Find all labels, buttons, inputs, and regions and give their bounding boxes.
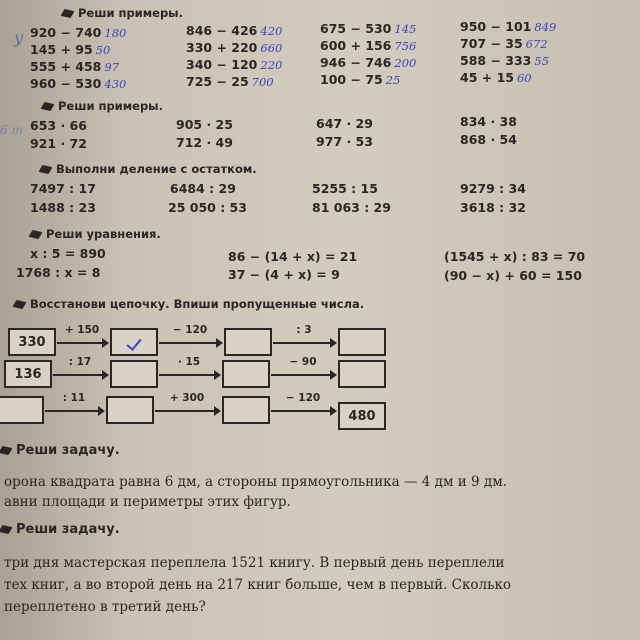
arrow-icon: [273, 342, 335, 344]
handwritten-answer: 700: [251, 75, 274, 89]
chain-box-empty[interactable]: [0, 396, 44, 424]
chain-operation: − 90: [289, 356, 317, 368]
section-header: Выполни деление с остатком.: [40, 162, 257, 176]
section-header: Реши уравнения.: [30, 227, 161, 241]
pencil-icon: [39, 164, 53, 173]
expression: 81 063 : 29: [312, 200, 391, 215]
handwritten-answer: 145: [394, 22, 417, 36]
expression: 921 · 72: [30, 136, 87, 151]
expression: 7497 : 17: [30, 181, 96, 196]
problem-text: тех книг, а во второй день на 217 книг больше, чем в первый. Сколько: [4, 577, 512, 593]
chain-operation: − 120: [285, 392, 321, 404]
handwritten-answer: 849: [534, 20, 557, 34]
handwritten-answer: 97: [104, 60, 120, 74]
chain-box-empty[interactable]: [224, 328, 272, 356]
chain-operation: : 11: [62, 392, 86, 404]
chain-box-empty[interactable]: [110, 360, 158, 388]
problem-text: орона квадрата равна 6 дм, а стороны прямоугольника — 4 дм и 9 дм.: [4, 474, 508, 490]
handwritten-answer: 200: [394, 56, 417, 70]
handwritten-answer: 25: [385, 73, 401, 87]
chain-box-empty[interactable]: [222, 360, 270, 388]
handwritten-check-mark: [126, 335, 141, 351]
expression: 977 · 53: [316, 134, 373, 149]
expression: 675 − 530 145: [320, 21, 417, 36]
arrow-icon: [45, 410, 103, 412]
problem-text: авни площади и периметры этих фигур.: [4, 494, 291, 510]
handwritten-answer: 50: [95, 43, 111, 57]
pencil-icon: [0, 525, 12, 534]
pencil-icon: [61, 8, 75, 17]
section-header: Реши примеры.: [62, 6, 183, 20]
chain-start-box: 136: [4, 360, 52, 388]
equation: 37 − (4 + x) = 9: [228, 267, 340, 282]
expression: 725 − 25 700: [186, 74, 274, 89]
expression: 946 − 746 200: [320, 55, 417, 70]
handwritten-answer: 420: [260, 24, 283, 38]
handwritten-answer: 430: [104, 77, 127, 91]
section-header: Восстанови цепочку. Впиши пропущенные числа.: [14, 297, 364, 311]
expression: 9279 : 34: [460, 181, 526, 196]
expression: 340 − 120 220: [186, 57, 283, 72]
expression: 653 · 66: [30, 118, 87, 133]
expression: 100 − 75 25: [320, 72, 401, 87]
chain-box-empty[interactable]: [338, 360, 386, 388]
arrow-icon: [53, 374, 107, 376]
expression: 3618 : 32: [460, 200, 526, 215]
pencil-icon: [41, 101, 55, 110]
pencil-icon: [0, 446, 12, 455]
problem-text: переплетено в третий день?: [4, 599, 206, 615]
section-header: Реши задачу.: [0, 443, 120, 458]
problem-text: три дня мастерская переплела 1521 книгу. В первый день переплели: [4, 555, 505, 571]
chain-operation: : 3: [296, 324, 312, 336]
equation: (90 − x) + 60 = 150: [444, 268, 582, 283]
arrow-icon: [271, 374, 335, 376]
expression: 846 − 426 420: [186, 23, 283, 38]
expression: 5255 : 15: [312, 181, 378, 196]
equation: 86 − (14 + x) = 21: [228, 249, 358, 264]
handwritten-answer: 55: [534, 54, 550, 68]
expression: 555 + 458 97: [30, 59, 120, 74]
handwritten-answer: 672: [525, 37, 548, 51]
pencil-icon: [13, 299, 27, 308]
chain-box-empty[interactable]: [338, 328, 386, 356]
expression: 707 − 35 672: [460, 36, 548, 51]
expression: 145 + 95 50: [30, 42, 111, 57]
pencil-icon: [29, 229, 43, 238]
section-header: Реши примеры.: [42, 99, 163, 113]
arrow-icon: [159, 374, 219, 376]
chain-operation: · 15: [177, 356, 201, 368]
expression: 920 − 740 180: [30, 25, 127, 40]
expression: 25 050 : 53: [168, 200, 247, 215]
handwritten-answer: 756: [394, 39, 417, 53]
handwritten-answer: 180: [104, 26, 127, 40]
chain-operation: + 300: [169, 392, 205, 404]
expression: 45 + 15 60: [460, 70, 532, 85]
handwritten-answer: 220: [260, 58, 283, 72]
margin-mark: 6 m: [0, 123, 23, 137]
chain-operation: − 120: [172, 324, 208, 336]
expression: 588 − 333 55: [460, 53, 550, 68]
equation: 1768 : x = 8: [16, 265, 101, 280]
expression: 1488 : 23: [30, 200, 96, 215]
chain-operation: : 17: [68, 356, 92, 368]
chain-end-box: 480: [338, 402, 386, 430]
expression: 868 · 54: [460, 132, 517, 147]
expression: 905 · 25: [176, 117, 233, 132]
expression: 712 · 49: [176, 135, 233, 150]
arrow-icon: [155, 410, 219, 412]
chain-start-box: 330: [8, 328, 56, 356]
expression: 834 · 38: [460, 114, 517, 129]
chain-box-empty[interactable]: [110, 328, 158, 356]
expression: 600 + 156 756: [320, 38, 417, 53]
margin-mark: y: [14, 28, 24, 47]
chain-box-empty[interactable]: [222, 396, 270, 424]
expression: 330 + 220 660: [186, 40, 283, 55]
arrow-icon: [271, 410, 335, 412]
chain-box-empty[interactable]: [106, 396, 154, 424]
equation: (1545 + x) : 83 = 70: [444, 249, 586, 264]
handwritten-answer: 660: [260, 41, 283, 55]
handwritten-answer: 60: [516, 71, 532, 85]
expression: 6484 : 29: [170, 181, 236, 196]
expression: 950 − 101 849: [460, 19, 557, 34]
expression: 960 − 530 430: [30, 76, 127, 91]
chain-operation: + 150: [64, 324, 100, 336]
expression: 647 · 29: [316, 116, 373, 131]
equation: x : 5 = 890: [30, 246, 106, 261]
arrow-icon: [57, 342, 107, 344]
arrow-icon: [159, 342, 221, 344]
section-header: Реши задачу.: [0, 522, 120, 537]
